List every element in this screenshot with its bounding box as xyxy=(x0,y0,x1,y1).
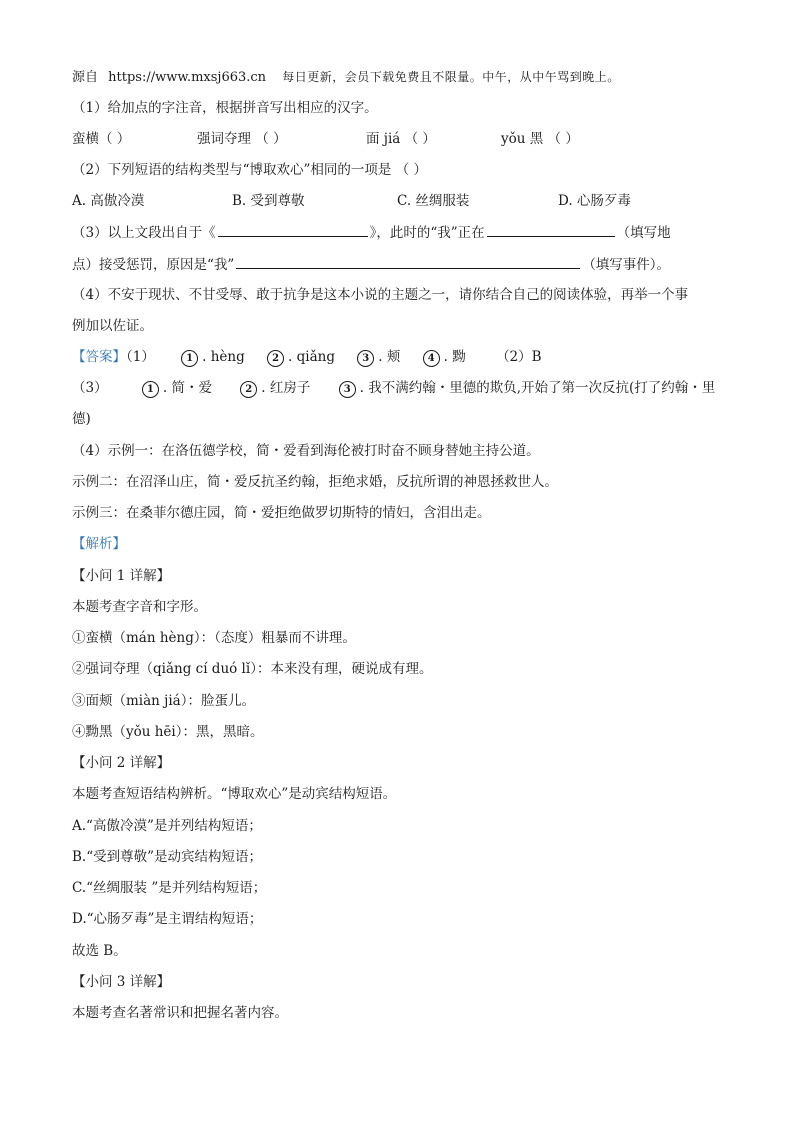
section-title: 【小问 1 详解】 xyxy=(72,568,171,584)
answer-line1: 【答案】（1） 1 . hèng 2 . qiǎng 3 . 颊 4 . 黝 （2）B xyxy=(72,349,542,365)
section-intro: 本题考查短语结构辨析。“博取欢心”是动宾结构短语。 xyxy=(72,786,397,802)
section-conclusion: 故选 B。 xyxy=(72,943,127,959)
section-title: 【小问 3 详解】 xyxy=(72,974,171,990)
source-url[interactable]: https://www.mxsj663.cn xyxy=(108,70,267,85)
circled-number: 1 xyxy=(181,350,198,367)
analysis-item: ③面颊（miàn jiá）：脸蛋儿。 xyxy=(72,693,255,709)
q1-item: 强词夺理 （ ） xyxy=(197,131,287,147)
analysis-item: A.“高傲冷漠”是并列结构短语； xyxy=(72,818,262,834)
analysis-item: ①蛮横（mán hèng）：（态度）粗暴而不讲理。 xyxy=(72,630,356,646)
circled-number: 3 xyxy=(339,381,356,398)
analysis-label: 【解析】 xyxy=(72,536,126,552)
analysis-item: ②强词夺理（qiǎng cí duó lǐ）：本来没有理，硬说成有理。 xyxy=(72,661,433,677)
blank-event[interactable] xyxy=(236,254,580,269)
analysis-item: ④黝黑（yǒu hēi）：黑，黑暗。 xyxy=(72,724,264,740)
source-prefix: 源自 xyxy=(72,70,99,85)
section-intro: 本题考查字音和字形。 xyxy=(72,599,207,615)
circled-number: 1 xyxy=(142,381,159,398)
q2-option: D. 心肠歹毒 xyxy=(558,193,631,209)
q1-item: 蛮横（ ） xyxy=(72,131,131,147)
answer-example: 示例二：在沼泽山庄，简・爱反抗圣约翰，拒绝求婚，反抗所谓的神恩拯救世人。 xyxy=(72,474,558,490)
circled-number: 3 xyxy=(357,350,374,367)
circled-number: 2 xyxy=(267,350,284,367)
q3-line2: 点）接受惩罚，原因是“我” （填写事件）。 xyxy=(72,254,670,275)
answer-example: 示例三：在桑菲尔德庄园，简・爱拒绝做罗切斯特的情妇，含泪出走。 xyxy=(72,505,491,521)
answer-example: （4）示例一：在洛伍德学校，简・爱看到海伦被打时奋不顾身替她主持公道。 xyxy=(72,443,540,459)
q2-option: C. 丝绸服装 xyxy=(397,193,470,209)
q3-line1: （3）以上文段出自于《 》，此时的“我”正在 （填写地 xyxy=(72,222,671,243)
q4-line1: （4）不安于现状、不甘受辱、敢于抗争是这本小说的主题之一，请你结合自己的阅读体验，再举一个事 xyxy=(72,287,689,303)
source-notice: 每日更新，会员下载免费且不限量。中午，从中午骂到晚上。 xyxy=(282,70,620,84)
q2-option: A. 高傲冷漠 xyxy=(72,193,145,209)
analysis-item: B.“受到尊敬”是动宾结构短语； xyxy=(72,849,263,865)
source-header xyxy=(72,67,620,88)
analysis-item: C.“丝绸服装 ”是并列结构短语； xyxy=(72,880,267,896)
q1-item: 面 jiá （ ） xyxy=(366,131,436,147)
section-title: 【小问 2 详解】 xyxy=(72,755,171,771)
answer-label: 【答案】 xyxy=(72,349,126,365)
section-intro: 本题考查名著常识和把握名著内容。 xyxy=(72,1005,288,1021)
answer-line3: （3） 1 . 简・爱 2 . 红房子 3 . 我不满约翰・里德的欺负,开始了第一次反抗(打了约翰・里 xyxy=(72,380,716,396)
circled-number: 4 xyxy=(423,350,440,367)
q1-title: （1）给加点的字注音，根据拼音写出相应的汉字。 xyxy=(72,100,378,116)
blank-location[interactable] xyxy=(487,222,615,237)
answer-line3-cont: 德) xyxy=(72,411,91,427)
q2-title: （2）下列短语的结构类型与“博取欢心”相同的一项是 （ ） xyxy=(72,162,427,178)
q2-option: B. 受到尊敬 xyxy=(232,193,305,209)
circled-number: 2 xyxy=(240,381,257,398)
q1-item: yǒu 黑 （ ） xyxy=(501,131,579,147)
analysis-item: D.“心肠歹毒”是主谓结构短语； xyxy=(72,911,263,927)
blank-book-title[interactable] xyxy=(218,222,368,237)
q4-line2: 例加以佐证。 xyxy=(72,318,153,334)
